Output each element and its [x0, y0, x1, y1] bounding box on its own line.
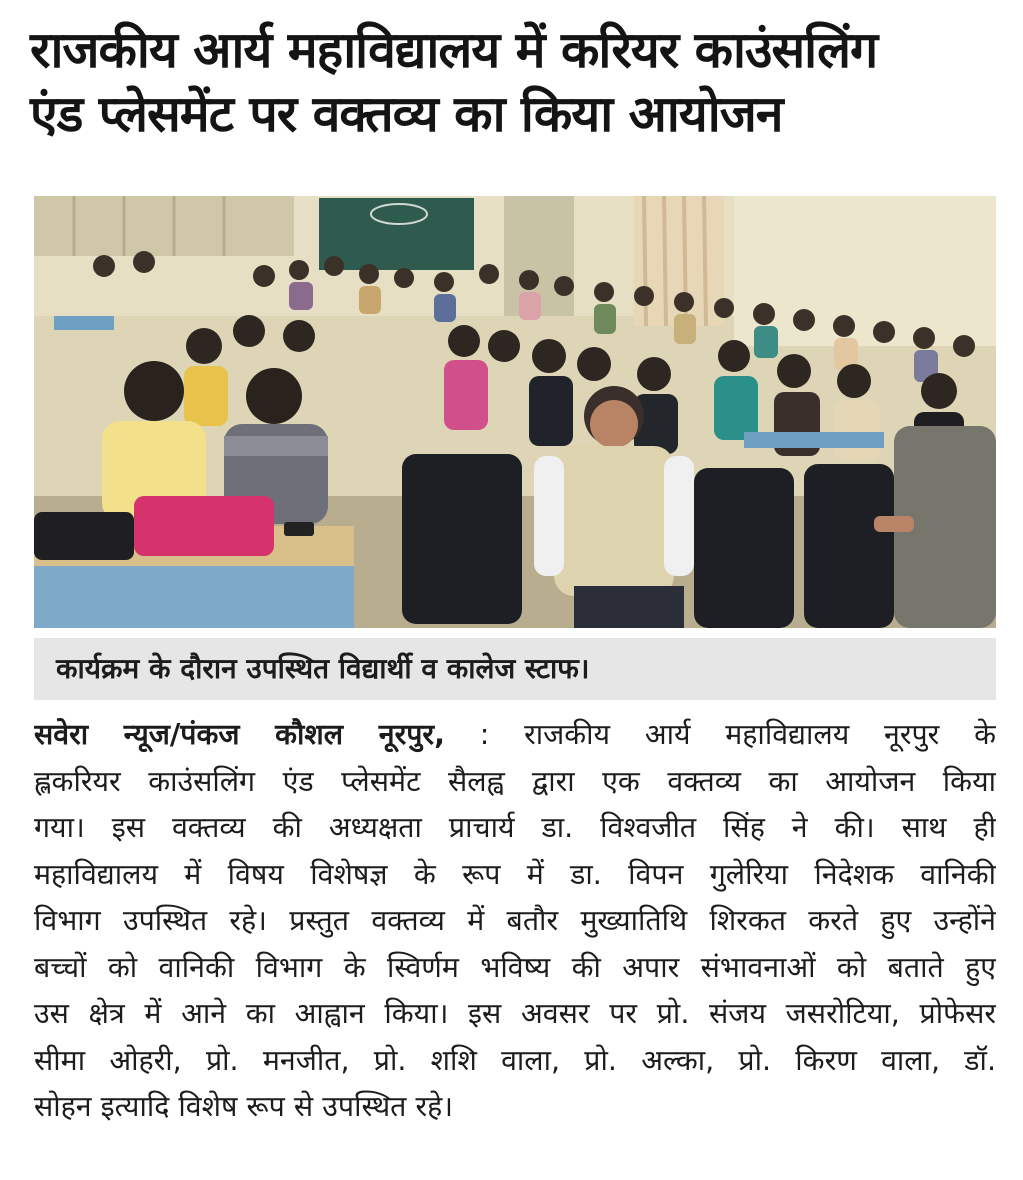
- headline: [30, 18, 1000, 146]
- article-line-2: ह्लकरियर काउंसलिंग एंड प्लेसमेंट सैलह्व द्वारा एक वक्तव्य का आयोजन किया: [34, 764, 996, 798]
- news-photo: [34, 196, 996, 628]
- pink-bag: [134, 496, 274, 556]
- article-line-8: सीमा ओहरी, प्रो. मनजीत, प्रो. शशि वाला, प्रो. अल्का, प्रो. किरण वाला, डॉ.: [34, 1043, 996, 1077]
- headline-line-1: राजकीय आर्य महाविद्यालय में करियर काउंसलिंग: [30, 21, 878, 79]
- article-line-1-text: : राजकीय आर्य महाविद्यालय नूरपुर के: [479, 718, 996, 751]
- article-line-4: महाविद्यालय में विषय विशेषज्ञ के रूप में डा. विपन गुलेरिया निदेशक वानिकी: [34, 857, 996, 891]
- byline: सवेरा न्यूज/पंकज कौशल नूरपुर,: [34, 718, 445, 751]
- article-line-1: [34, 712, 996, 759]
- article-line-3: गया। इस वक्तव्य की अध्यक्षता प्राचार्य डा. विश्वजीत सिंह ने की। साथ ही: [34, 811, 996, 844]
- article-line-6: बच्चों को वानिकी विभाग के स्विर्णम भविष्य की अपार संभावनाओं को बताते हुए: [34, 950, 996, 984]
- article-line-7: उस क्षेत्र में आने का आह्वान किया। इस अवसर पर प्रो. संजय जसरोटिया, प्रोफेसर: [34, 997, 996, 1030]
- photo-caption-bar: [34, 638, 996, 700]
- article-body: [34, 712, 996, 1131]
- headline-line-2: एंड प्लेसमेंट पर वक्तव्य का किया आयोजन: [30, 85, 783, 143]
- photo-caption: कार्यक्रम के दौरान उपस्थित विद्यार्थी व कालेज स्टाफ।: [56, 652, 590, 685]
- classroom-photo-illustration: [34, 196, 996, 628]
- blackboard: [319, 198, 474, 270]
- article-line-9: सोहन इत्यादि विशेष रूप से उपस्थित रहे।: [34, 1090, 454, 1123]
- article-line-5: विभाग उपस्थित रहे। प्रस्तुत वक्तव्य में बतौर मुख्यातिथि शिरकत करते हुए उन्होंने: [34, 904, 996, 937]
